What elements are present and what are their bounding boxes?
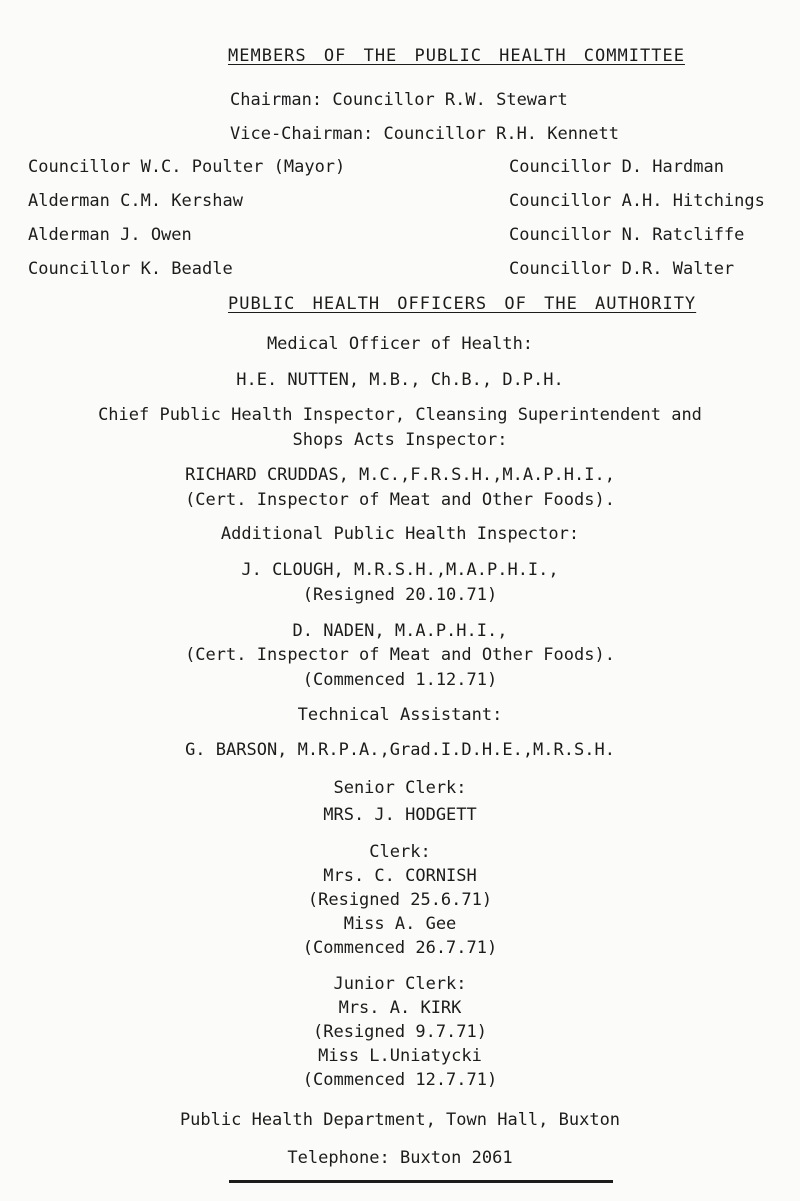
member-left-1: Councillor W.C. Poulter (Mayor) <box>28 157 346 177</box>
member-left-3: Alderman J. Owen <box>28 225 192 245</box>
officer-line: J. CLOUGH, M.R.S.H.,M.A.P.H.I., <box>241 560 559 580</box>
vice-chairman-line: Vice-Chairman: Councillor R.H. Kennett <box>230 124 619 144</box>
officers-title: PUBLIC HEALTH OFFICERS OF THE AUTHORITY <box>228 294 697 314</box>
footer-telephone: Telephone: Buxton 2061 <box>287 1148 513 1168</box>
officer-line: D. NADEN, M.A.P.H.I., <box>292 621 508 641</box>
officer-line: Shops Acts Inspector: <box>292 430 508 450</box>
officer-line: (Commenced 26.7.71) <box>302 938 498 958</box>
officer-line: (Cert. Inspector of Meat and Other Foods). <box>185 490 615 510</box>
officer-line: MRS. J. HODGETT <box>323 805 477 825</box>
officer-line: (Commenced 12.7.71) <box>302 1070 498 1090</box>
member-right-3: Councillor N. Ratcliffe <box>509 225 745 245</box>
officer-line: Clerk: <box>369 842 431 862</box>
member-left-4: Councillor K. Beadle <box>28 259 233 279</box>
officer-line: Mrs. C. CORNISH <box>323 866 477 886</box>
officer-line: Senior Clerk: <box>333 778 467 798</box>
officer-line: G. BARSON, M.R.P.A.,Grad.I.D.H.E.,M.R.S.H. <box>185 740 615 760</box>
officer-line: H.E. NUTTEN, M.B., Ch.B., D.P.H. <box>236 370 564 390</box>
officer-line: (Resigned 20.10.71) <box>302 585 498 605</box>
officer-line: Junior Clerk: <box>333 974 467 994</box>
chairman-line: Chairman: Councillor R.W. Stewart <box>230 90 568 110</box>
officer-line: (Commenced 1.12.71) <box>302 670 498 690</box>
officer-line: (Resigned 9.7.71) <box>313 1022 487 1042</box>
officer-line: (Cert. Inspector of Meat and Other Foods). <box>185 645 615 665</box>
officer-line: (Resigned 25.6.71) <box>307 890 493 910</box>
officer-line: Miss A. Gee <box>343 914 457 934</box>
officer-line: Miss L.Uniatycki <box>318 1046 482 1066</box>
officer-line: Mrs. A. KIRK <box>338 998 462 1018</box>
officer-line: Additional Public Health Inspector: <box>220 524 580 544</box>
footer-rule <box>229 1180 613 1183</box>
officer-line: Medical Officer of Health: <box>266 334 534 354</box>
member-left-2: Alderman C.M. Kershaw <box>28 191 243 211</box>
member-right-1: Councillor D. Hardman <box>509 157 724 177</box>
officer-line: RICHARD CRUDDAS, M.C.,F.R.S.H.,M.A.P.H.I., <box>185 465 615 485</box>
officer-line: Chief Public Health Inspector, Cleansing Superintendent and <box>98 405 702 425</box>
member-right-4: Councillor D.R. Walter <box>509 259 735 279</box>
officer-line: Technical Assistant: <box>297 705 503 725</box>
footer-address: Public Health Department, Town Hall, Buxton <box>179 1110 621 1130</box>
committee-title: MEMBERS OF THE PUBLIC HEALTH COMMITTEE <box>228 46 685 66</box>
member-right-2: Councillor A.H. Hitchings <box>509 191 765 211</box>
